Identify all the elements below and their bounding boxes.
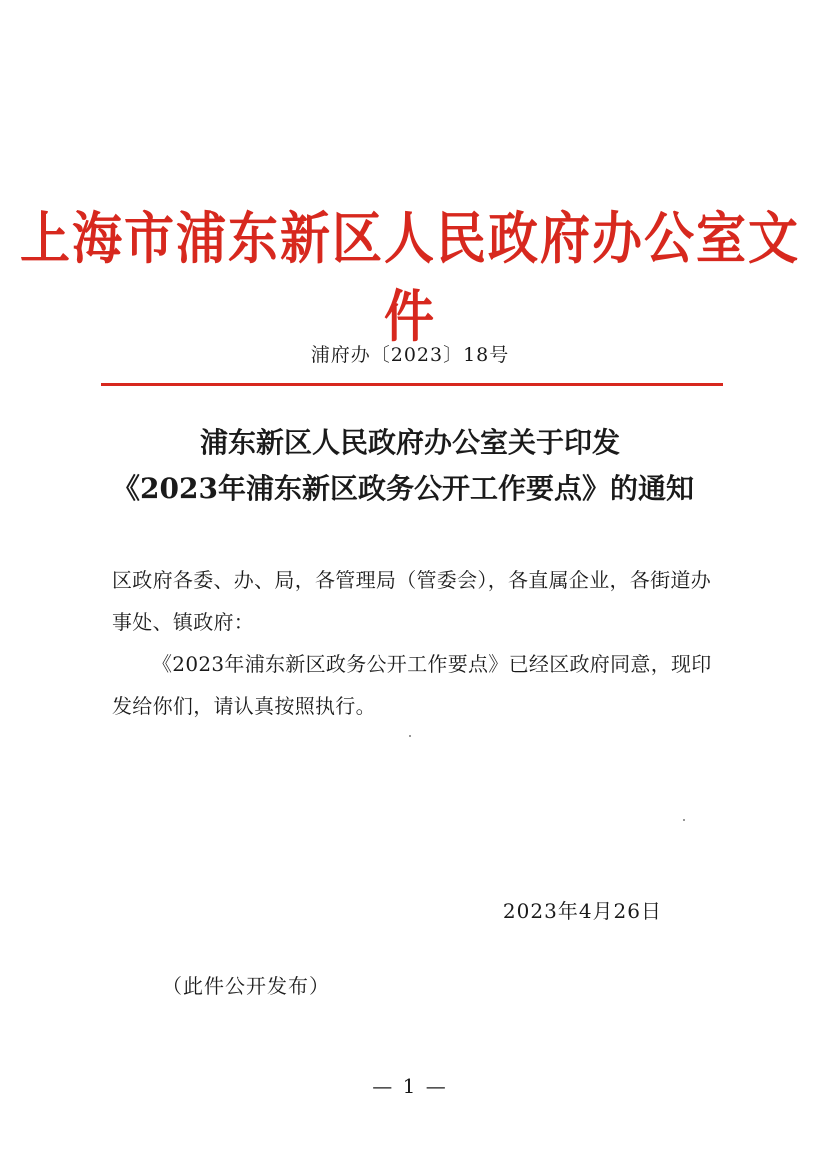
red-divider-line <box>101 383 723 386</box>
page-number: — 1 — <box>372 1074 448 1098</box>
document-number: 浦府办〔2023〕18号 <box>310 344 510 366</box>
notice-title <box>0 420 820 512</box>
masthead-title: 上海市浦东新区人民政府办公室文件 <box>20 205 800 350</box>
notice-title-line-2: 《2023年浦东新区政务公开工作要点》的通知 <box>112 472 694 505</box>
recipients-line: 区政府各委、办、局，各管理局（管委会），各直属企业，各街道办事处、镇政府： <box>112 568 711 634</box>
notice-title-line-1: 浦东新区人民政府办公室关于印发 <box>199 426 620 459</box>
public-release-note: （此件公开发布） <box>162 974 330 998</box>
scan-speck <box>683 819 685 821</box>
notice-body <box>112 559 724 727</box>
scan-speck <box>409 735 411 737</box>
issue-date: 2023年4月26日 <box>502 899 662 923</box>
body-paragraph: 《2023年浦东新区政务公开工作要点》已经区政府同意，现印发给你们，请认真按照执行。 <box>112 652 712 718</box>
